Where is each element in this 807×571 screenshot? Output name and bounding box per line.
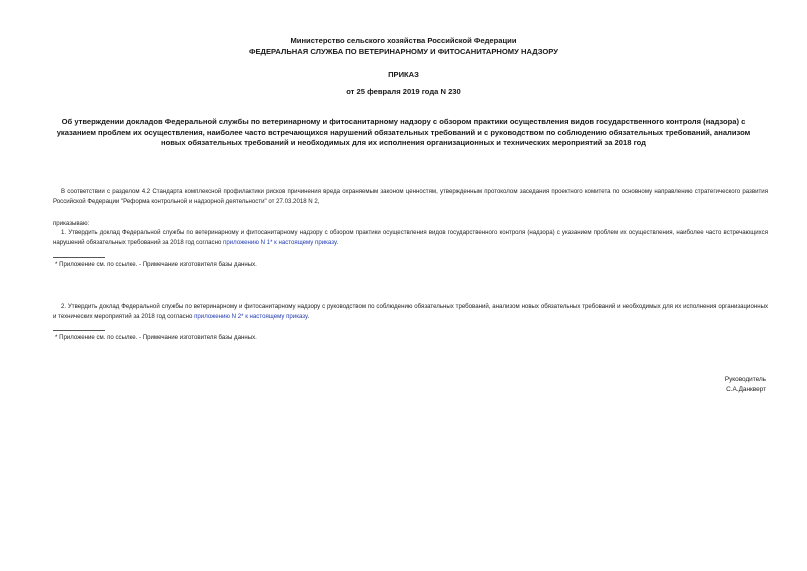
appendix-1-link[interactable]: приложению N 1* к настоящему приказу xyxy=(223,238,337,246)
footnote-1-divider xyxy=(53,257,105,258)
order-title: Об утверждении докладов Федеральной службы по ветеринарному и фитосанитарному надзору с обзором практики осуществления видов государственного контроля (надзора) с указанием проблем их осуществления, наиболее часто встречающихся нарушений обязательных требований и с руководством по соблюдению обязательных требований, анализом новых обязательных требований и необходимых для их исполнения организационных и технических мероприятий за 2018 год xyxy=(56,117,751,147)
item-1-end: . xyxy=(336,238,339,246)
signature-role: Руководитель xyxy=(724,376,766,383)
item-2-paragraph xyxy=(53,302,768,321)
footnote-1: * Приложение см. по ссылке. - Примечание изготовителя базы данных. xyxy=(55,261,257,268)
date-and-number: от 25 февраля 2019 года N 230 xyxy=(346,87,461,96)
order-word: приказываю: xyxy=(53,220,90,227)
appendix-2-link[interactable]: приложению N 2* к настоящему приказу xyxy=(194,312,308,320)
footnote-2: * Приложение см. по ссылке. - Примечание изготовителя базы данных. xyxy=(55,334,257,341)
service-heading: ФЕДЕРАЛЬНАЯ СЛУЖБА ПО ВЕТЕРИНАРНОМУ И ФИТОСАНИТАРНОМУ НАДЗОРУ xyxy=(249,47,558,56)
item-2-end: . xyxy=(307,312,310,320)
signature-name: С.А.Данкверт xyxy=(726,386,766,393)
preamble-paragraph: В соответствии с разделом 4.2 Стандарта комплексной профилактики рисков причинения вреда охраняемым законом ценностям, утвержденным протоколом заседания проектного комитета по основному направлению стратегического развития Российской Федерации "Реформа контрольной и надзорной деятельности" от 27.03.2018 N 2, xyxy=(53,188,768,205)
ministry-heading: Министерство сельского хозяйства Российской Федерации xyxy=(290,36,517,45)
footnote-2-divider xyxy=(53,330,105,331)
item-2-text: 2. Утвердить доклад Федеральной службы по ветеринарному и фитосанитарному надзору с руководством по соблюдению обязательных требований, анализом новых обязательных требований и необходимых для их исполнения организационных и технических мероприятий за 2018 год согласно xyxy=(53,303,768,320)
item-1-text: 1. Утвердить доклад Федеральной службы по ветеринарному и фитосанитарному надзору с обзором практики осуществления видов государственного контроля (надзора) с указанием проблем их осуществления, наиболее часто встречающихся нарушений обязательных требований за 2018 год согласно xyxy=(53,229,768,246)
item-1-paragraph xyxy=(53,228,768,247)
document-type: ПРИКАЗ xyxy=(388,70,419,79)
